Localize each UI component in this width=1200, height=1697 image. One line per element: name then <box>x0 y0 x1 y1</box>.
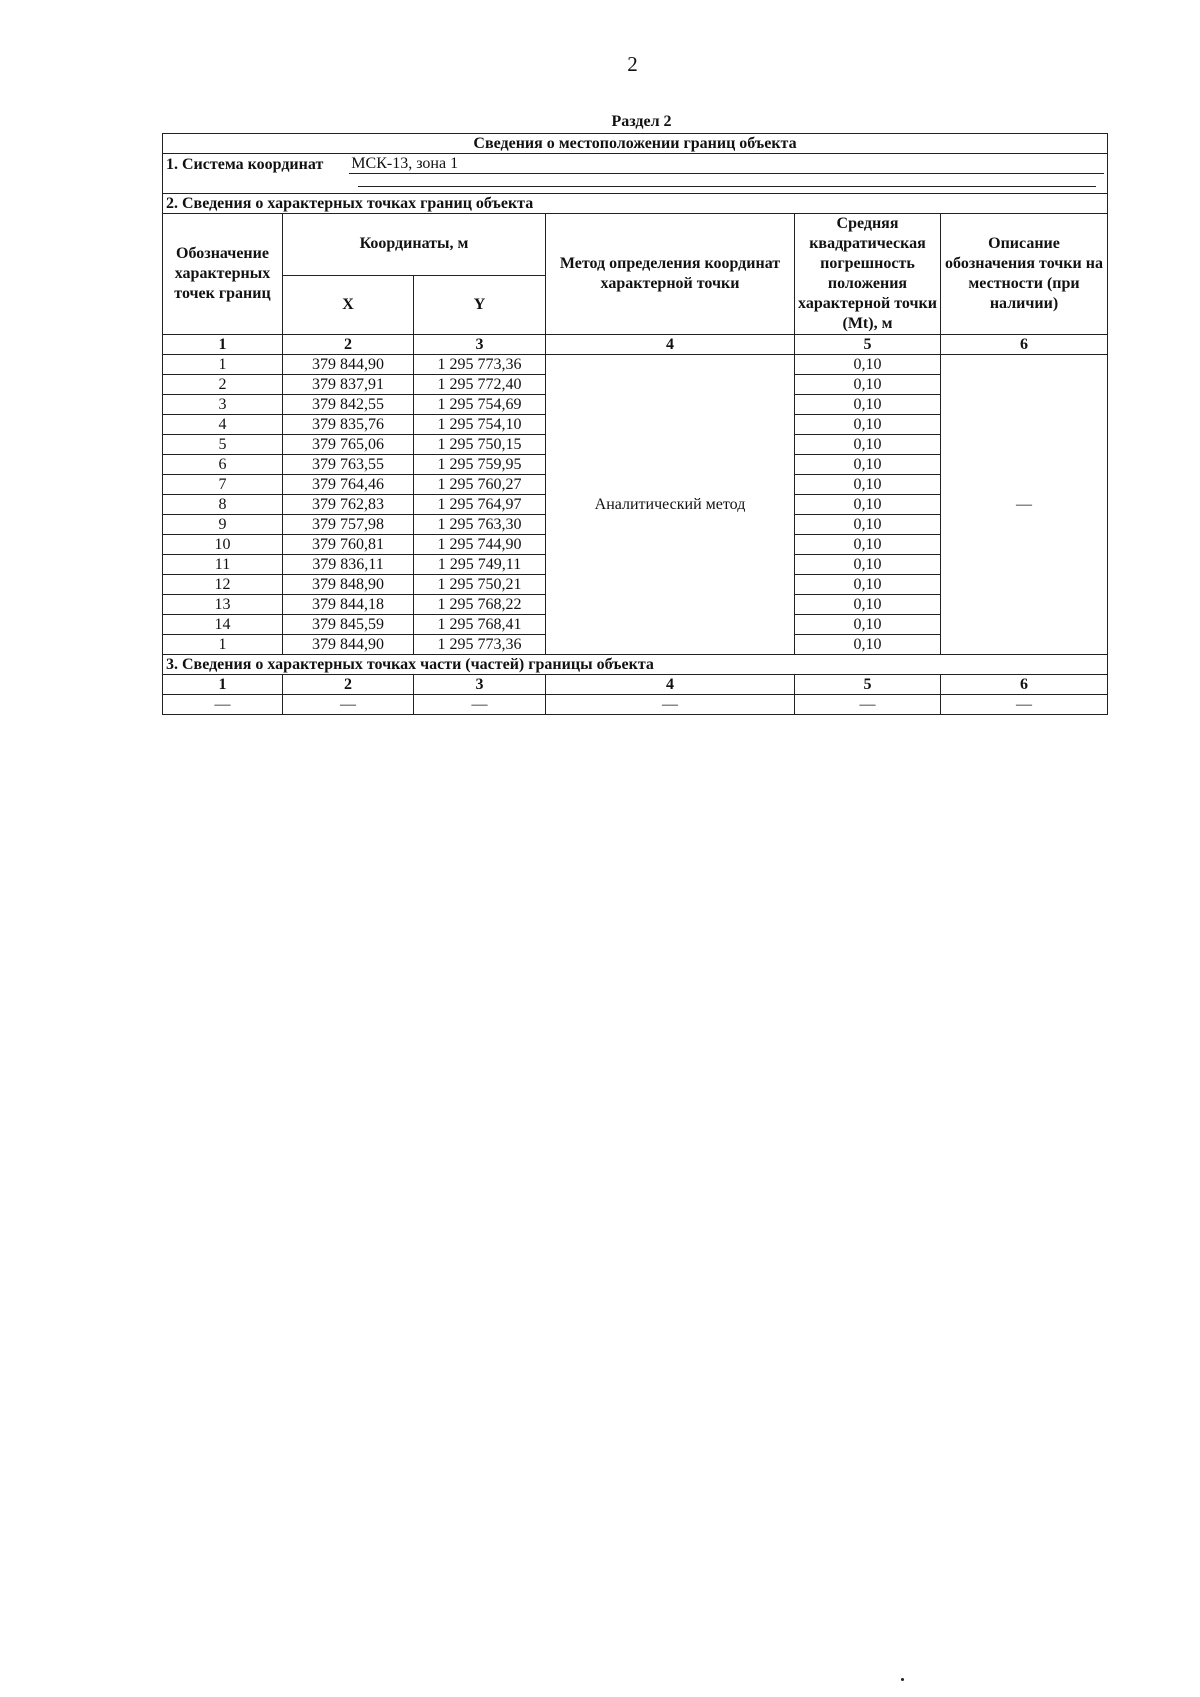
parts-dash-cell: — <box>795 695 941 715</box>
x-cell: 379 757,98 <box>283 515 414 535</box>
column-numbers-row <box>163 335 1108 355</box>
mt-cell: 0,10 <box>795 415 941 435</box>
mt-cell: 0,10 <box>795 375 941 395</box>
parts-dash-cell: — <box>283 695 414 715</box>
x-cell: 379 837,91 <box>283 375 414 395</box>
point-cell: 14 <box>163 615 283 635</box>
mt-cell: 0,10 <box>795 595 941 615</box>
y-cell: 1 295 754,69 <box>414 395 546 415</box>
x-cell: 379 835,76 <box>283 415 414 435</box>
parts-dash-cell: — <box>546 695 795 715</box>
mt-cell: 0,10 <box>795 355 941 375</box>
header-x: X <box>283 275 414 334</box>
header-method: Метод определения координат характерной точки <box>546 214 795 335</box>
x-cell: 379 844,18 <box>283 595 414 615</box>
point-cell: 7 <box>163 475 283 495</box>
point-cell: 5 <box>163 435 283 455</box>
x-cell: 379 842,55 <box>283 395 414 415</box>
y-cell: 1 295 773,36 <box>414 355 546 375</box>
point-cell: 10 <box>163 535 283 555</box>
x-cell: 379 836,11 <box>283 555 414 575</box>
point-cell: 9 <box>163 515 283 535</box>
coord-system-cell <box>163 154 1108 175</box>
y-cell: 1 295 754,10 <box>414 415 546 435</box>
parts-column-number: 2 <box>283 675 414 695</box>
table-title: Сведения о местоположении границ объекта <box>163 134 1108 154</box>
column-number: 3 <box>414 335 546 355</box>
header-description: Описание обозначения точки на местности (при наличии) <box>941 214 1108 335</box>
y-cell: 1 295 759,95 <box>414 455 546 475</box>
parts-table-row <box>163 695 1108 715</box>
y-cell: 1 295 750,21 <box>414 575 546 595</box>
x-cell: 379 762,83 <box>283 495 414 515</box>
coord-system-underline-row <box>163 174 1108 194</box>
point-cell: 12 <box>163 575 283 595</box>
header-coordinates: Координаты, м <box>283 214 546 276</box>
x-cell: 379 848,90 <box>283 575 414 595</box>
header-accuracy: Средняя квадратическая погрешность положения характерной точки (Mt), м <box>795 214 941 335</box>
y-cell: 1 295 768,41 <box>414 615 546 635</box>
points-section-title: 2. Сведения о характерных точках границ объекта <box>163 194 1108 214</box>
mt-cell: 0,10 <box>795 395 941 415</box>
coord-system-label: 1. Система координат <box>166 156 324 173</box>
mt-cell: 0,10 <box>795 535 941 555</box>
point-cell: 1 <box>163 355 283 375</box>
x-cell: 379 760,81 <box>283 535 414 555</box>
parts-column-number: 1 <box>163 675 283 695</box>
y-cell: 1 295 750,15 <box>414 435 546 455</box>
parts-column-number: 3 <box>414 675 546 695</box>
y-cell: 1 295 773,36 <box>414 635 546 655</box>
x-cell: 379 845,59 <box>283 615 414 635</box>
mt-cell: 0,10 <box>795 495 941 515</box>
parts-dash-cell: — <box>941 695 1108 715</box>
y-cell: 1 295 772,40 <box>414 375 546 395</box>
x-cell: 379 765,06 <box>283 435 414 455</box>
y-cell: 1 295 763,30 <box>414 515 546 535</box>
column-number: 4 <box>546 335 795 355</box>
mt-cell: 0,10 <box>795 635 941 655</box>
mt-cell: 0,10 <box>795 475 941 495</box>
column-number: 6 <box>941 335 1108 355</box>
point-cell: 13 <box>163 595 283 615</box>
point-cell: 11 <box>163 555 283 575</box>
point-cell: 4 <box>163 415 283 435</box>
parts-dash-cell: — <box>414 695 546 715</box>
y-cell: 1 295 760,27 <box>414 475 546 495</box>
method-cell: Аналитический метод <box>546 355 795 655</box>
parts-column-number: 6 <box>941 675 1108 695</box>
scan-dot <box>901 1678 904 1681</box>
mt-cell: 0,10 <box>795 615 941 635</box>
point-cell: 2 <box>163 375 283 395</box>
parts-section-title: 3. Сведения о характерных точках части (частей) границы объекта <box>163 655 1108 675</box>
point-cell: 8 <box>163 495 283 515</box>
column-number: 2 <box>283 335 414 355</box>
header-point-designation: Обозначение характерных точек границ <box>163 214 283 335</box>
description-cell: — <box>941 355 1108 655</box>
x-cell: 379 844,90 <box>283 635 414 655</box>
table-row <box>163 355 1108 375</box>
mt-cell: 0,10 <box>795 515 941 535</box>
section-heading: Раздел 2 <box>611 113 672 130</box>
column-number: 1 <box>163 335 283 355</box>
mt-cell: 0,10 <box>795 575 941 595</box>
page-number: 2 <box>627 52 638 76</box>
x-cell: 379 763,55 <box>283 455 414 475</box>
x-cell: 379 844,90 <box>283 355 414 375</box>
column-number: 5 <box>795 335 941 355</box>
parts-column-numbers-row <box>163 675 1108 695</box>
mt-cell: 0,10 <box>795 555 941 575</box>
mt-cell: 0,10 <box>795 455 941 475</box>
y-cell: 1 295 768,22 <box>414 595 546 615</box>
boundary-table <box>162 133 1108 715</box>
parts-dash-cell: — <box>163 695 283 715</box>
parts-column-number: 4 <box>546 675 795 695</box>
mt-cell: 0,10 <box>795 435 941 455</box>
point-cell: 1 <box>163 635 283 655</box>
parts-column-number: 5 <box>795 675 941 695</box>
y-cell: 1 295 764,97 <box>414 495 546 515</box>
y-cell: 1 295 749,11 <box>414 555 546 575</box>
parts-section-row <box>163 655 1108 675</box>
point-cell: 3 <box>163 395 283 415</box>
x-cell: 379 764,46 <box>283 475 414 495</box>
coord-system-value: МСК-13, зона 1 <box>349 154 1104 174</box>
point-cell: 6 <box>163 455 283 475</box>
y-cell: 1 295 744,90 <box>414 535 546 555</box>
header-y: Y <box>414 275 546 334</box>
